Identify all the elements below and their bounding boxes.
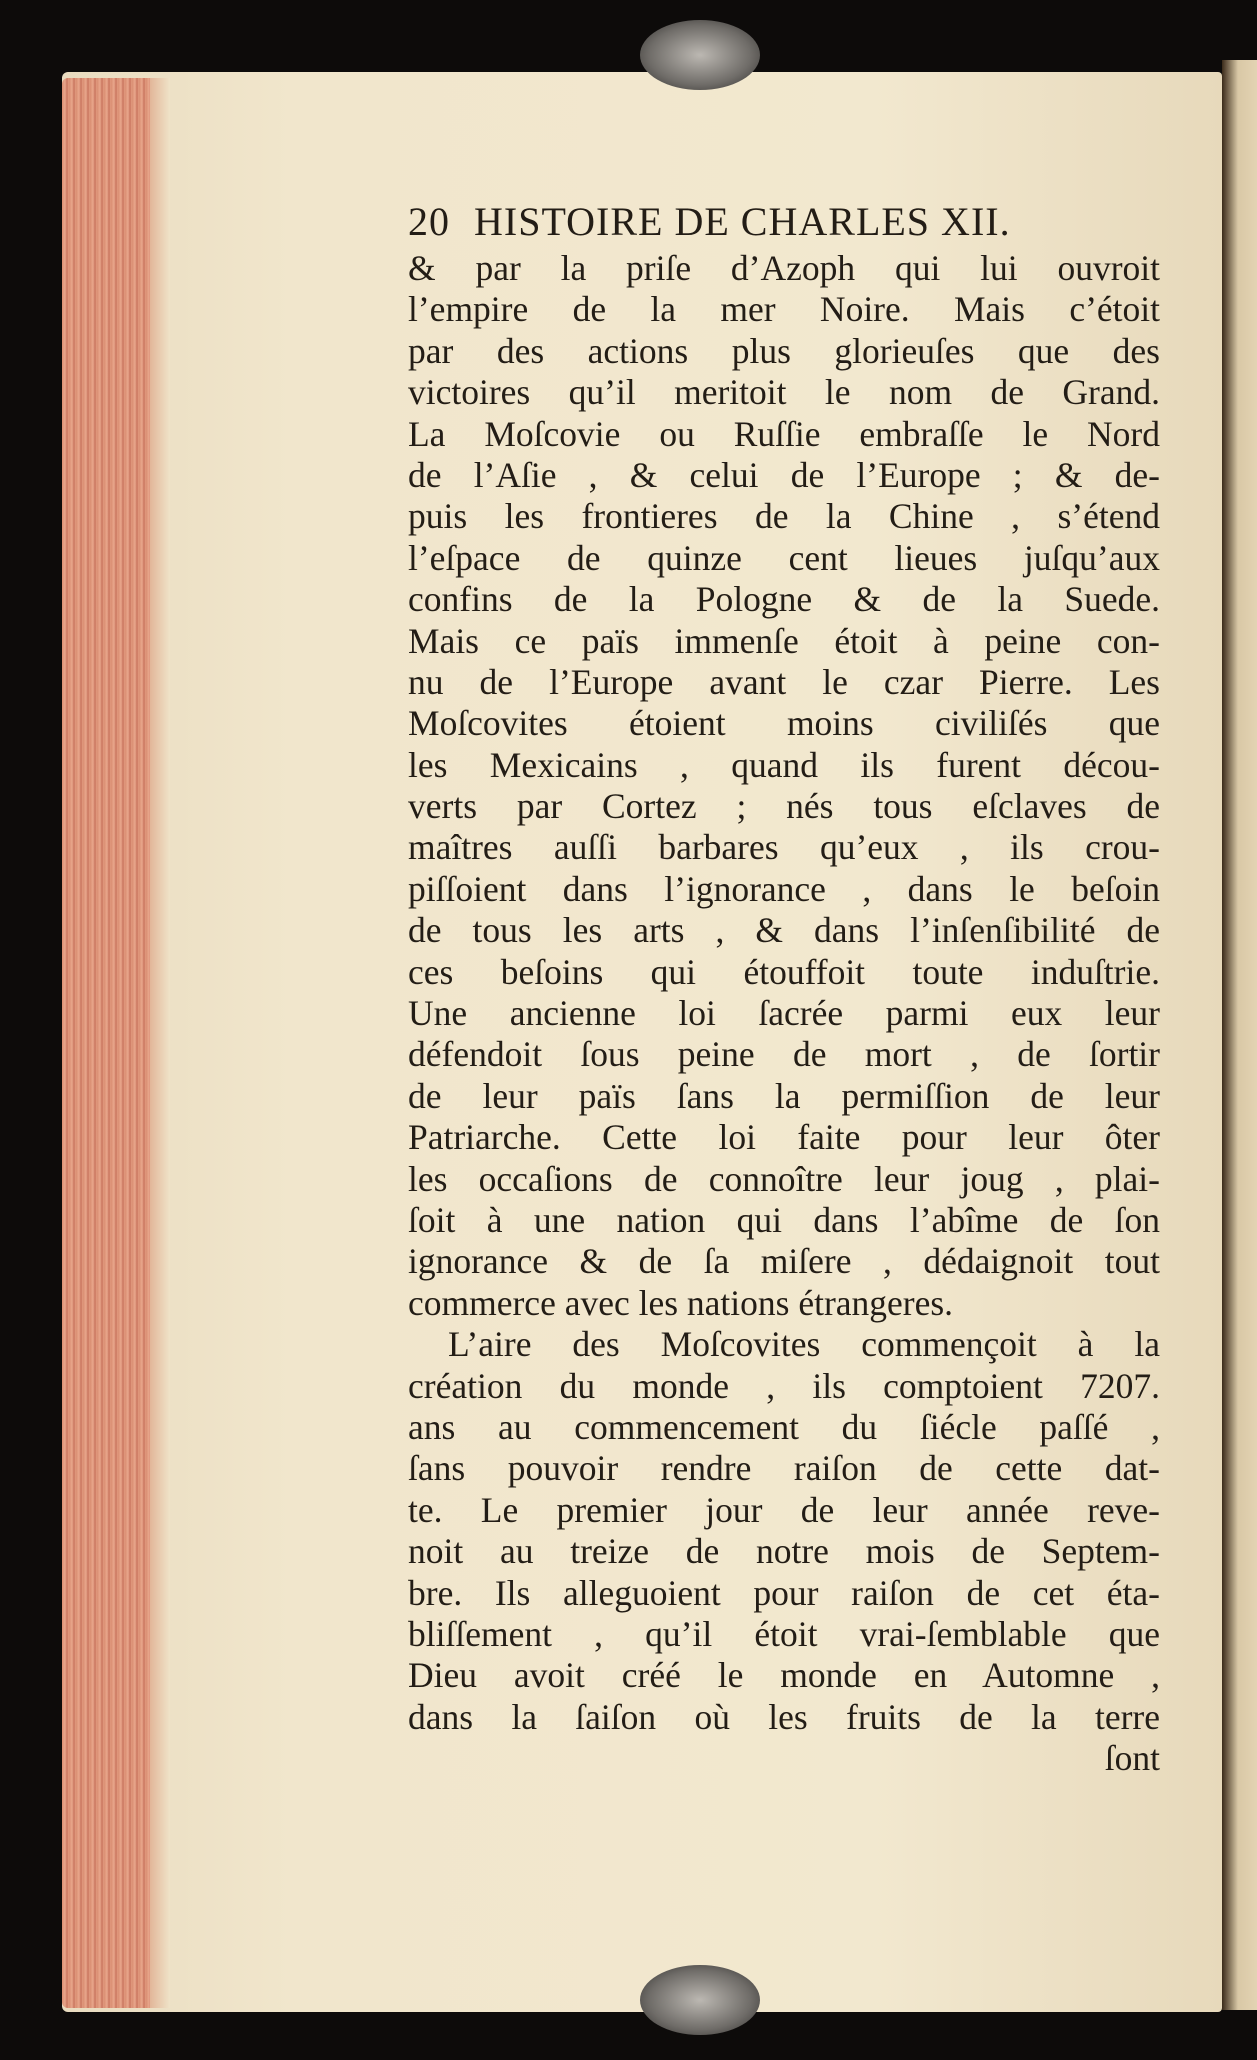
top-clip: [640, 20, 760, 90]
text-line: & par la priſe d’Azoph qui lui ouvroit: [408, 248, 1160, 288]
text-line: dans la ſaiſon où les fruits de la terre: [408, 1696, 1160, 1737]
text-line: défendoit ſous peine de mort , de ſortir: [408, 1034, 1160, 1075]
page-number: 20: [408, 199, 450, 244]
text-line: puis les frontieres de la Chine , s’étend: [408, 496, 1160, 537]
text-line: les Mexicains , quand ils furent décou-: [408, 744, 1160, 785]
running-header: [408, 196, 1160, 248]
text-line: bliſſement , qu’il étoit vrai-ſemblable que: [408, 1613, 1160, 1654]
text-line: ſans pouvoir rendre raiſon de cette dat-: [408, 1448, 1160, 1489]
facing-page-edge: [1222, 60, 1257, 2010]
text-line: noit au treize de notre mois de Septem-: [408, 1531, 1160, 1572]
text-line: ces beſoins qui étouffoit toute induſtrie.: [408, 951, 1160, 992]
page-edge-shadow: [150, 78, 170, 2008]
text-line: Patriarche. Cette loi faite pour leur ôter: [408, 1117, 1160, 1158]
text-line: les occaſions de connoître leur joug , plai-: [408, 1158, 1160, 1199]
text-line: nu de l’Europe avant le czar Pierre. Les: [408, 661, 1160, 702]
text-line: piſſoient dans l’ignorance , dans le beſoin: [408, 868, 1160, 909]
text-line: l’empire de la mer Noire. Mais c’étoit: [408, 289, 1160, 330]
text-line: Moſcovites étoient moins civiliſés que: [408, 703, 1160, 744]
text-line: verts par Cortez ; nés tous eſclaves de: [408, 786, 1160, 827]
running-title: HISTOIRE DE CHARLES XII.: [474, 199, 1011, 244]
text-line: ſont: [1104, 1738, 1160, 1779]
page-text: [408, 196, 1160, 1779]
text-line: de tous les arts , & dans l’inſenſibilité de: [408, 910, 1160, 951]
text-line: l’eſpace de quinze cent lieues juſqu’aux: [408, 537, 1160, 578]
body-text: [408, 248, 1160, 1779]
text-line: confins de la Pologne & de la Suede.: [408, 579, 1160, 620]
text-line: maîtres auſſi barbares qu’eux , ils crou-: [408, 827, 1160, 868]
text-line: de leur païs ſans la permiſſion de leur: [408, 1075, 1160, 1116]
text-line: commerce avec les nations étrangeres.: [408, 1282, 954, 1323]
text-line: par des actions plus glorieuſes que des: [408, 330, 1160, 371]
text-line: te. Le premier jour de leur année reve-: [408, 1489, 1160, 1530]
text-line: bre. Ils alleguoient pour raiſon de cet éta-: [408, 1572, 1160, 1613]
text-line: création du monde , ils comptoient 7207.: [408, 1365, 1160, 1406]
text-line: Mais ce païs immenſe étoit à peine con-: [408, 620, 1160, 661]
text-line: de l’Aſie , & celui de l’Europe ; & de-: [408, 454, 1160, 495]
text-line: ſoit à une nation qui dans l’abîme de ſon: [408, 1199, 1160, 1240]
text-line: victoires qu’il meritoit le nom de Grand.: [408, 372, 1160, 413]
text-line: L’aire des Moſcovites commençoit à la: [448, 1324, 1160, 1365]
bottom-clip: [640, 1965, 760, 2035]
text-line: ignorance & de ſa miſere , dédaignoit tout: [408, 1241, 1160, 1282]
text-line: ans au commencement du ſiécle paſſé ,: [408, 1406, 1160, 1447]
text-line: Dieu avoit créé le monde en Automne ,: [408, 1655, 1160, 1696]
page-edges: [62, 78, 158, 2008]
text-line: Une ancienne loi ſacrée parmi eux leur: [408, 993, 1160, 1034]
text-line: La Moſcovie ou Ruſſie embraſſe le Nord: [408, 413, 1160, 454]
